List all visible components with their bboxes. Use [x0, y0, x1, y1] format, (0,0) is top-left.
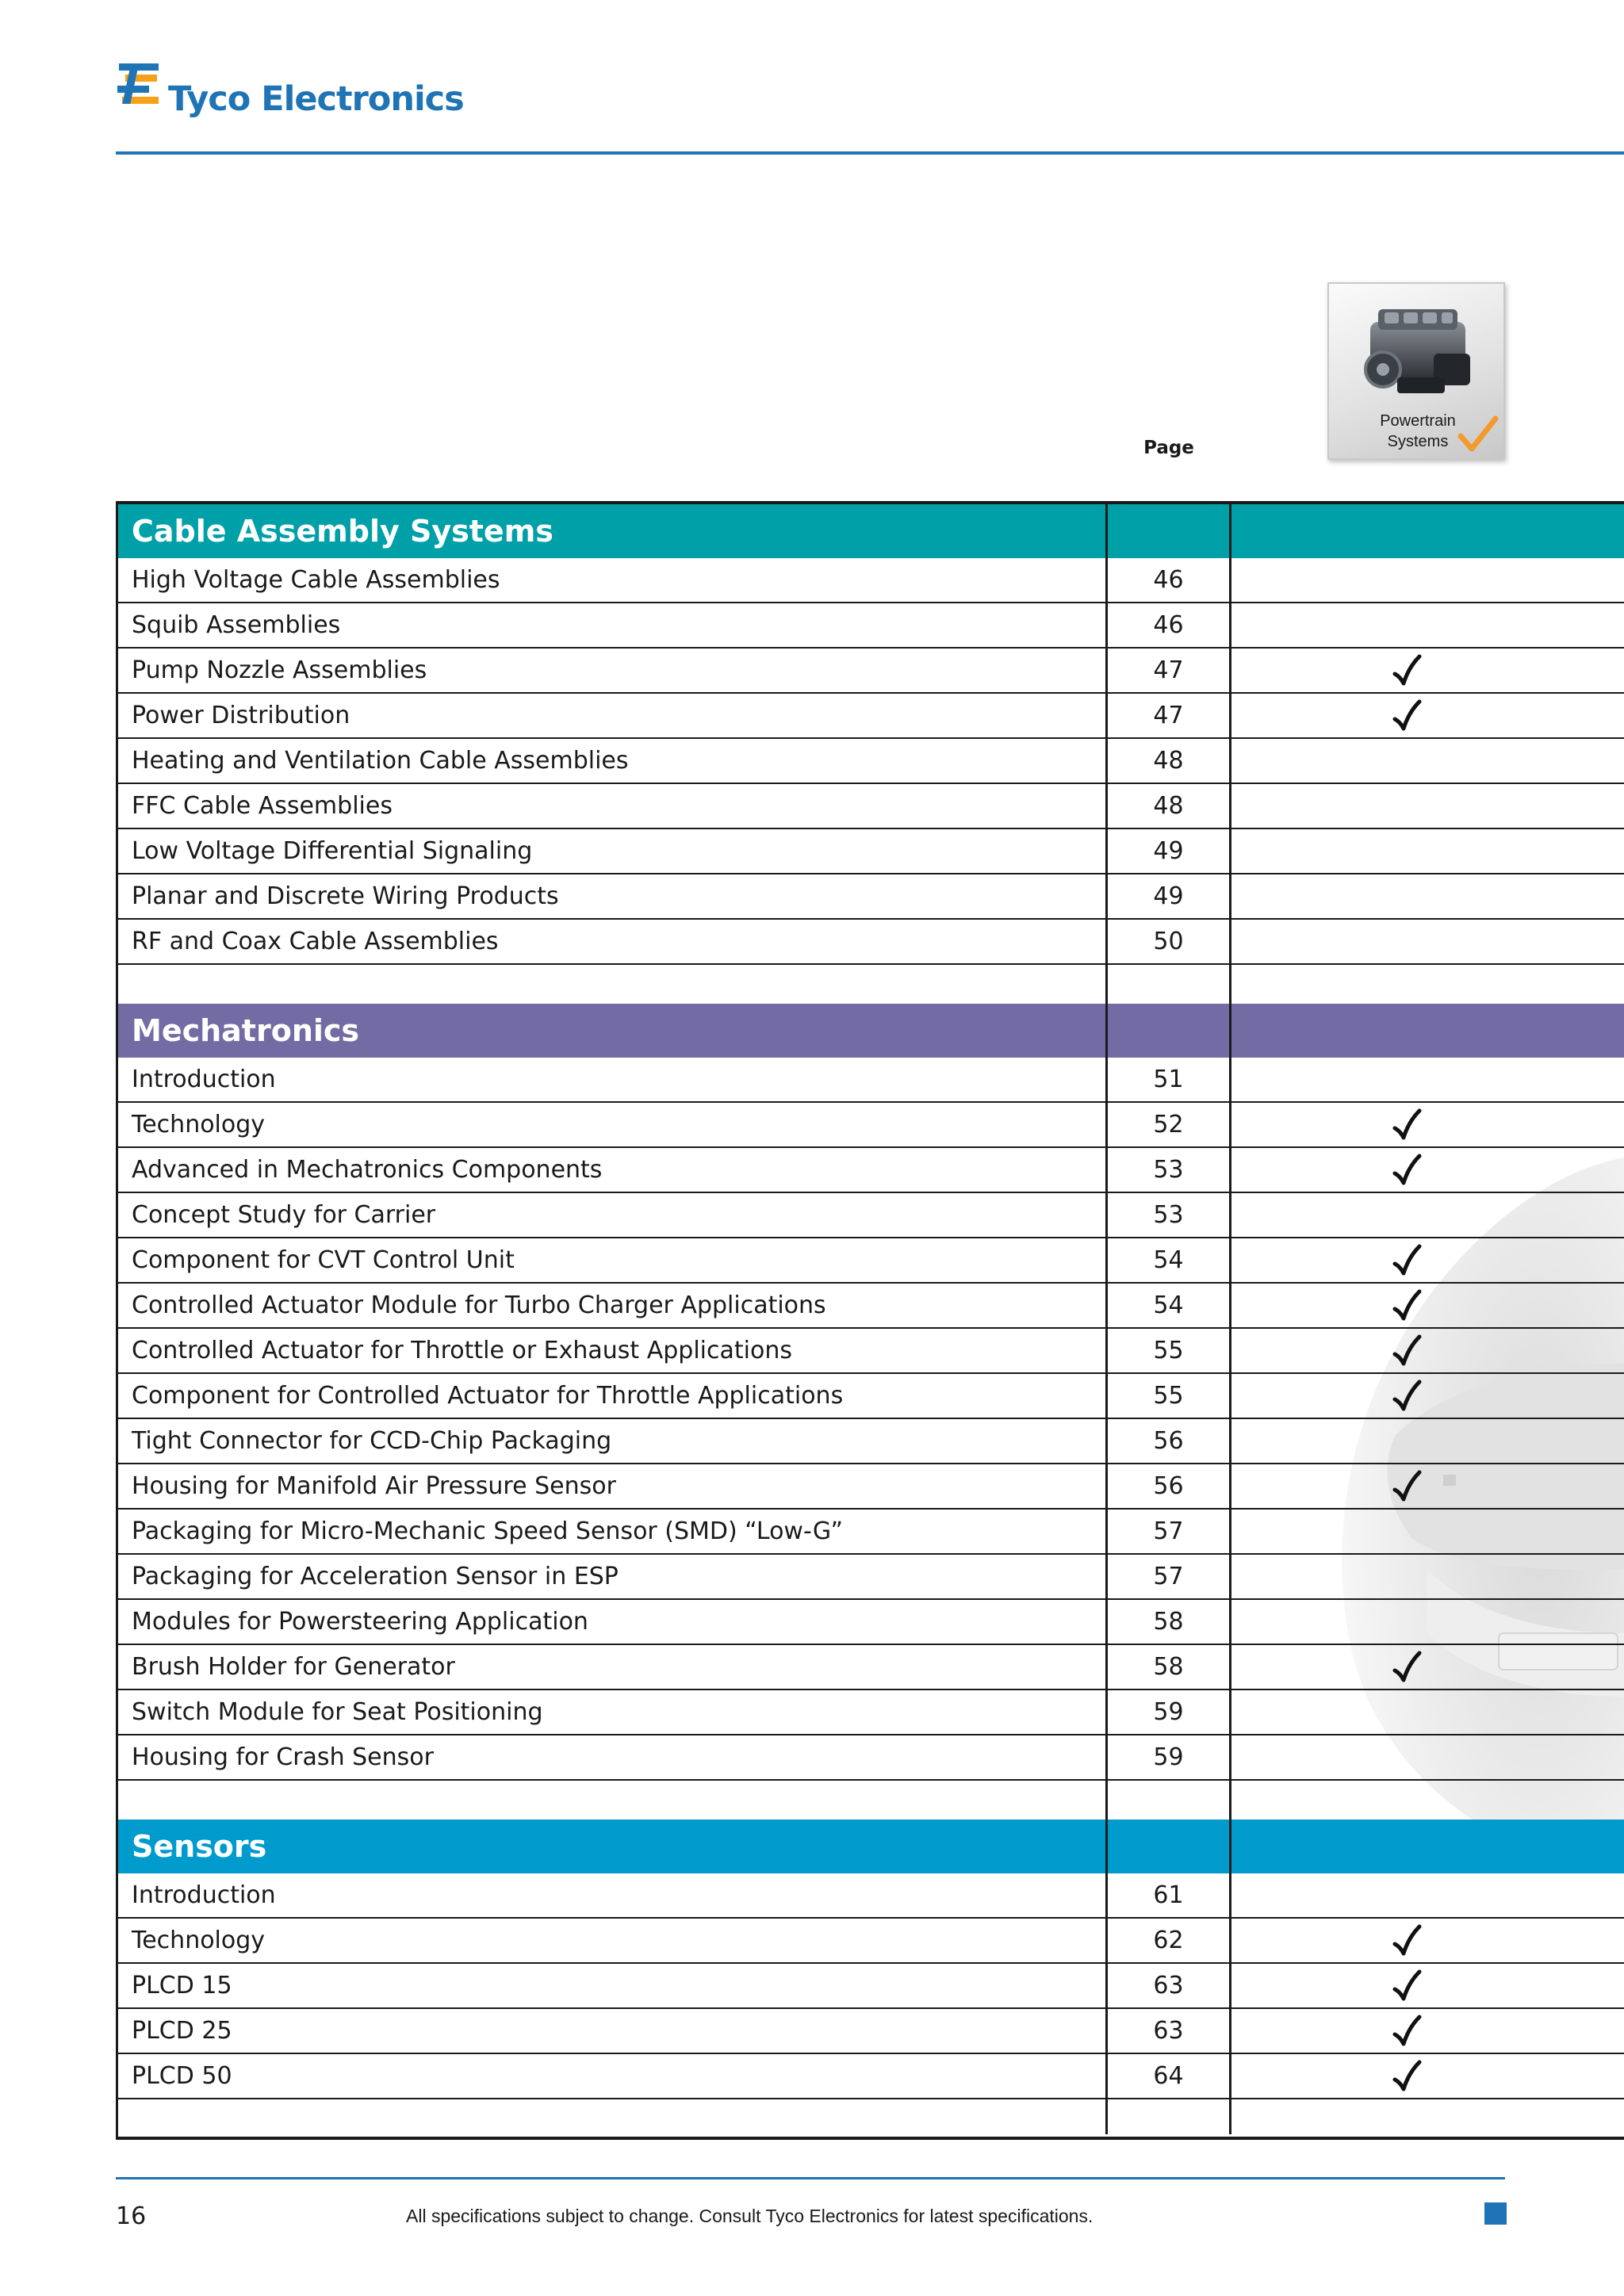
entry-title: Packaging for Micro-Mechanic Speed Sensor (SMD) “Low-G” [118, 1510, 1108, 1553]
table-row [118, 649, 1624, 694]
engine-icon [1346, 298, 1489, 409]
powertrain-cell [1231, 1645, 1624, 1689]
table-row [118, 603, 1624, 649]
table-row [118, 2054, 1624, 2099]
entry-page: 49 [1108, 874, 1231, 918]
entry-title: Pump Nozzle Assemblies [118, 649, 1108, 692]
powertrain-cell [1231, 1148, 1624, 1192]
entry-page: 53 [1108, 1148, 1231, 1192]
table-row [118, 1238, 1624, 1284]
table-row [118, 1374, 1624, 1419]
table-row [118, 1873, 1624, 1919]
spacer-cell [1231, 1781, 1624, 1820]
entry-title: Switch Module for Seat Positioning [118, 1690, 1108, 1734]
entry-title: Modules for Powersteering Application [118, 1600, 1108, 1644]
powertrain-cell [1231, 1238, 1624, 1282]
table-row [118, 829, 1624, 874]
powertrain-cell [1231, 829, 1624, 873]
entry-title: Planar and Discrete Wiring Products [118, 874, 1108, 918]
entry-title: Introduction [118, 1873, 1108, 1917]
entry-page: 48 [1108, 784, 1231, 828]
entry-page: 52 [1108, 1103, 1231, 1146]
table-row [118, 1645, 1624, 1690]
entry-title: High Voltage Cable Assemblies [118, 558, 1108, 602]
entry-title: Brush Holder for Generator [118, 1645, 1108, 1689]
spacer-cell [1108, 1781, 1231, 1820]
badge-label: Powertrain Systems [1380, 412, 1456, 450]
entry-page: 55 [1108, 1329, 1231, 1372]
table-row [118, 874, 1624, 920]
table-row [118, 1329, 1624, 1374]
entry-page: 50 [1108, 920, 1231, 963]
powertrain-cell [1231, 2009, 1624, 2053]
contents-table [116, 501, 1624, 2140]
section-powertrain-cell [1231, 504, 1624, 558]
check-mark-icon [1390, 1469, 1422, 1504]
powertrain-cell [1231, 1419, 1624, 1463]
entry-title: Technology [118, 1103, 1108, 1146]
section-powertrain-cell [1231, 1004, 1624, 1058]
section-page-cell [1108, 1004, 1231, 1058]
check-mark-icon [1390, 1108, 1422, 1142]
table-row [118, 920, 1624, 965]
entry-page: 63 [1108, 2009, 1231, 2053]
entry-page: 62 [1108, 1919, 1231, 1962]
entry-title: Squib Assemblies [118, 603, 1108, 647]
entry-page: 47 [1108, 649, 1231, 692]
table-row [118, 739, 1624, 784]
entry-page: 53 [1108, 1193, 1231, 1237]
section-header [118, 1820, 1624, 1873]
entry-page: 49 [1108, 829, 1231, 873]
spacer-cell [1108, 2099, 1231, 2134]
entry-title: PLCD 25 [118, 2009, 1108, 2053]
powertrain-cell [1231, 558, 1624, 602]
spacer-cell [118, 2099, 1108, 2134]
check-mark-icon [1390, 1923, 1422, 1958]
powertrain-systems-badge [1327, 282, 1505, 460]
spacer-cell [1231, 2099, 1624, 2134]
entry-title: FFC Cable Assemblies [118, 784, 1108, 828]
spacer-cell [118, 1781, 1108, 1820]
spacer-cell [1108, 965, 1231, 1004]
spacer-row [118, 965, 1624, 1004]
spacer-cell [1231, 965, 1624, 1004]
table-row [118, 1058, 1624, 1103]
brand-name: Tyco Electronics [168, 79, 464, 119]
table-row [118, 1555, 1624, 1600]
entry-page: 46 [1108, 603, 1231, 647]
tyco-logo-icon [116, 60, 165, 109]
table-row [118, 1464, 1624, 1510]
check-mark-icon [1390, 2059, 1422, 2094]
table-row [118, 1284, 1624, 1329]
table-row [118, 1690, 1624, 1735]
entry-page: 55 [1108, 1374, 1231, 1418]
section-powertrain-cell [1231, 1820, 1624, 1873]
entry-title: PLCD 50 [118, 2054, 1108, 2098]
powertrain-cell [1231, 603, 1624, 647]
page-column-label: Page [1143, 438, 1194, 458]
powertrain-cell [1231, 1735, 1624, 1779]
entry-title: Controlled Actuator for Throttle or Exhaust Applications [118, 1329, 1108, 1372]
powertrain-cell [1231, 649, 1624, 692]
entry-page: 59 [1108, 1735, 1231, 1779]
header-divider [116, 151, 1624, 155]
table-row [118, 1193, 1624, 1238]
entry-title: Housing for Manifold Air Pressure Sensor [118, 1464, 1108, 1508]
entry-page: 57 [1108, 1555, 1231, 1598]
entry-page: 46 [1108, 558, 1231, 602]
powertrain-cell [1231, 1058, 1624, 1101]
entry-page: 56 [1108, 1464, 1231, 1508]
spacer-cell [118, 965, 1108, 1004]
powertrain-cell [1231, 1600, 1624, 1644]
table-row [118, 558, 1624, 603]
section-title: Sensors [118, 1820, 1108, 1873]
powertrain-cell [1231, 694, 1624, 737]
entry-title: RF and Coax Cable Assemblies [118, 920, 1108, 963]
footer-disclaimer: All specifications subject to change. Consult Tyco Electronics for latest specifications. [406, 2206, 1094, 2226]
entry-page: 56 [1108, 1419, 1231, 1463]
entry-page: 54 [1108, 1238, 1231, 1282]
check-mark-icon [1390, 653, 1422, 688]
section-title: Cable Assembly Systems [118, 504, 1108, 558]
table-row [118, 1148, 1624, 1193]
powertrain-cell [1231, 1510, 1624, 1553]
brand-logo [116, 59, 592, 130]
entry-title: Advanced in Mechatronics Components [118, 1148, 1108, 1192]
check-mark-icon [1390, 2014, 1422, 2049]
table-row [118, 1419, 1624, 1464]
check-mark-icon [1390, 1288, 1422, 1323]
spacer-row [118, 1781, 1624, 1820]
entry-title: Introduction [118, 1058, 1108, 1101]
page-number: 16 [116, 2202, 147, 2230]
entry-page: 58 [1108, 1645, 1231, 1689]
powertrain-cell [1231, 1193, 1624, 1237]
powertrain-cell [1231, 1284, 1624, 1327]
table-row [118, 784, 1624, 829]
powertrain-cell [1231, 1329, 1624, 1372]
entry-title: Component for CVT Control Unit [118, 1238, 1108, 1282]
powertrain-cell [1231, 1464, 1624, 1508]
check-mark-icon [1390, 1969, 1422, 2003]
section-header [118, 1004, 1624, 1058]
entry-title: Technology [118, 1919, 1108, 1962]
check-mark-icon [1390, 1650, 1422, 1685]
table-row [118, 694, 1624, 739]
powertrain-cell [1231, 2054, 1624, 2098]
check-mark-icon [1390, 1334, 1422, 1368]
check-mark-icon [1456, 414, 1500, 455]
powertrain-cell [1231, 739, 1624, 783]
powertrain-cell [1231, 1964, 1624, 2007]
spacer-row [118, 2099, 1624, 2134]
entry-page: 58 [1108, 1600, 1231, 1644]
entry-page: 59 [1108, 1690, 1231, 1734]
entry-page: 47 [1108, 694, 1231, 737]
footer-divider [116, 2177, 1505, 2179]
entry-title: Component for Controlled Actuator for Throttle Applications [118, 1374, 1108, 1418]
entry-title: Tight Connector for CCD-Chip Packaging [118, 1419, 1108, 1463]
powertrain-cell [1231, 1873, 1624, 1917]
powertrain-cell [1231, 920, 1624, 963]
check-mark-icon [1390, 1243, 1422, 1278]
footer-square-icon [1484, 2202, 1507, 2225]
table-row [118, 2009, 1624, 2054]
entry-page: 57 [1108, 1510, 1231, 1553]
powertrain-cell [1231, 874, 1624, 918]
entry-page: 54 [1108, 1284, 1231, 1327]
section-page-cell [1108, 504, 1231, 558]
check-mark-icon [1390, 698, 1422, 733]
entry-title: Controlled Actuator Module for Turbo Charger Applications [118, 1284, 1108, 1327]
powertrain-cell [1231, 1690, 1624, 1734]
table-row [118, 1103, 1624, 1148]
powertrain-cell [1231, 1103, 1624, 1146]
entry-page: 51 [1108, 1058, 1231, 1101]
entry-title: Low Voltage Differential Signaling [118, 829, 1108, 873]
entry-title: Heating and Ventilation Cable Assemblies [118, 739, 1108, 783]
entry-title: Concept Study for Carrier [118, 1193, 1108, 1237]
section-header [118, 504, 1624, 558]
check-mark-icon [1390, 1379, 1422, 1414]
powertrain-cell [1231, 1555, 1624, 1598]
check-mark-icon [1390, 1153, 1422, 1188]
powertrain-cell [1231, 1374, 1624, 1418]
entry-page: 61 [1108, 1873, 1231, 1917]
entry-title: PLCD 15 [118, 1964, 1108, 2007]
entry-page: 64 [1108, 2054, 1231, 2098]
table-row [118, 1919, 1624, 1964]
entry-page: 48 [1108, 739, 1231, 783]
section-page-cell [1108, 1820, 1231, 1873]
table-row [118, 1600, 1624, 1645]
section-title: Mechatronics [118, 1004, 1108, 1058]
table-row [118, 1510, 1624, 1555]
entry-title: Power Distribution [118, 694, 1108, 737]
table-row [118, 1964, 1624, 2009]
table-row [118, 1735, 1624, 1781]
entry-title: Housing for Crash Sensor [118, 1735, 1108, 1779]
entry-title: Packaging for Acceleration Sensor in ESP [118, 1555, 1108, 1598]
powertrain-cell [1231, 784, 1624, 828]
entry-page: 63 [1108, 1964, 1231, 2007]
powertrain-cell [1231, 1919, 1624, 1962]
